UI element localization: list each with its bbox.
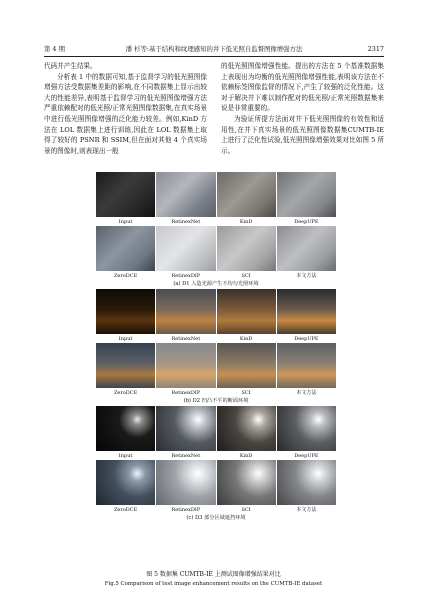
method-label: SCI bbox=[241, 273, 251, 279]
figure-caption-en: Fig.5 Comparison of test image enhancement results on the CUMTB-IE dataset bbox=[104, 581, 323, 587]
header-rule bbox=[44, 56, 384, 57]
issue-number: 第 4 期 bbox=[44, 45, 65, 53]
method-label: 本文方法 bbox=[296, 273, 317, 279]
method-label: RetinexDIP bbox=[171, 390, 201, 396]
method-label: RetinexNet bbox=[171, 453, 201, 459]
image-retinexnet-d3 bbox=[156, 406, 215, 451]
image-sci-d3 bbox=[217, 460, 276, 505]
subcaption-d3: (c) D3 部分区域遮挡环境 bbox=[186, 515, 246, 521]
method-label: KinD bbox=[239, 453, 253, 459]
method-label: RetinexNet bbox=[171, 219, 201, 225]
image-deepupe-d1 bbox=[277, 172, 336, 217]
method-label: Input bbox=[118, 336, 133, 342]
subcaption-d2: (b) D2 凹凸不平的断面环境 bbox=[183, 398, 249, 404]
method-label: ZeroDCE bbox=[113, 273, 138, 279]
running-header bbox=[44, 44, 384, 54]
method-label: ZeroDCE bbox=[113, 390, 138, 396]
method-label: 本文方法 bbox=[296, 390, 317, 396]
paragraph: 的低光照图像增强性能。提出的方法在 5 个基准数据集上表现出为均衡的低光照图像增强性能,表明该方法在不依赖标签图像监督的情况下,产生了较强的泛化性能。这对于解决井下难以制作配对的低光照/正常光照数据集来说是非常重要的。 bbox=[221, 62, 384, 113]
subcaption-d1: (a) D1 人造光源产生不均匀光照环境 bbox=[173, 281, 259, 287]
image-retinexnet-d1 bbox=[156, 172, 215, 217]
method-label: Input bbox=[118, 453, 133, 459]
method-label: ZeroDCE bbox=[113, 507, 138, 513]
method-label: DeepUPE bbox=[294, 453, 319, 459]
method-label: 本文方法 bbox=[296, 507, 317, 513]
figure-panel-d3 bbox=[96, 406, 336, 523]
running-title: 潘 杉等:基于结构和纹理感知的井下低光照自监督图像增强方法 bbox=[125, 45, 303, 53]
method-label: DeepUPE bbox=[294, 336, 319, 342]
image-retinexdip-d2 bbox=[156, 343, 215, 388]
image-ours-d2 bbox=[277, 343, 336, 388]
figure-caption-cn: 图 5 数据集 CUMTB-IE 上测试图像增强结果对比 bbox=[146, 571, 281, 578]
image-kind-d2 bbox=[217, 289, 276, 334]
method-label: RetinexDIP bbox=[171, 273, 201, 279]
image-input-d2 bbox=[96, 289, 155, 334]
figure-panel-d2 bbox=[96, 289, 336, 406]
image-ours-d1 bbox=[277, 226, 336, 271]
image-deepupe-d2 bbox=[277, 289, 336, 334]
image-zerodce-d2 bbox=[96, 343, 155, 388]
image-input-d3 bbox=[96, 406, 155, 451]
image-deepupe-d3 bbox=[277, 406, 336, 451]
image-zerodce-d3 bbox=[96, 460, 155, 505]
method-label: KinD bbox=[239, 336, 253, 342]
method-label: KinD bbox=[239, 219, 253, 225]
image-kind-d1 bbox=[217, 172, 276, 217]
image-sci-d1 bbox=[217, 226, 276, 271]
paragraph: 为验证所提方法面对井下低光照图像的有效性和适用性,在井下真实场景的低光照图像数据集CUMTB-IE 上进行了泛化性试验,低光照图像增强效果对比如图 5 所示。 bbox=[221, 114, 384, 155]
image-retinexnet-d2 bbox=[156, 289, 215, 334]
figure-panel-d1 bbox=[96, 172, 336, 289]
method-label: RetinexNet bbox=[171, 336, 201, 342]
paragraph: 分析表 1 中的数据可知,基于监督学习的低光照图像增强方法受数据集差距的影响,在不同数据集上显示出较大的性能差异,表明基于监督学习的低光照图像增强方法严重依赖配对的低光照/正常光照图像数据集,在真实场景中进行低光照图像增强的泛化能力较差。例如,KinD 方法在 LOL 数据集上进行训练,因此在 LOL 数据集上取得了较好的 PSNR 和 SSIM,但在面对其他 4 个真实场景的图像时,则表现出一般 bbox=[44, 72, 207, 155]
method-label: RetinexDIP bbox=[171, 507, 201, 513]
method-label: Input bbox=[118, 219, 133, 225]
page-number: 2317 bbox=[367, 45, 384, 53]
figure-5 bbox=[96, 172, 336, 523]
method-label: DeepUPE bbox=[294, 219, 319, 225]
image-input-d1 bbox=[96, 172, 155, 217]
left-column bbox=[44, 61, 207, 156]
image-ours-d3 bbox=[277, 460, 336, 505]
image-kind-d3 bbox=[217, 406, 276, 451]
paragraph: 代码并产生结果。 bbox=[44, 62, 97, 70]
image-retinexdip-d3 bbox=[156, 460, 215, 505]
method-label: SCI bbox=[241, 390, 251, 396]
method-label: SCI bbox=[241, 507, 251, 513]
image-sci-d2 bbox=[217, 343, 276, 388]
image-retinexdip-d1 bbox=[156, 226, 215, 271]
image-zerodce-d1 bbox=[96, 226, 155, 271]
right-column bbox=[221, 61, 384, 156]
